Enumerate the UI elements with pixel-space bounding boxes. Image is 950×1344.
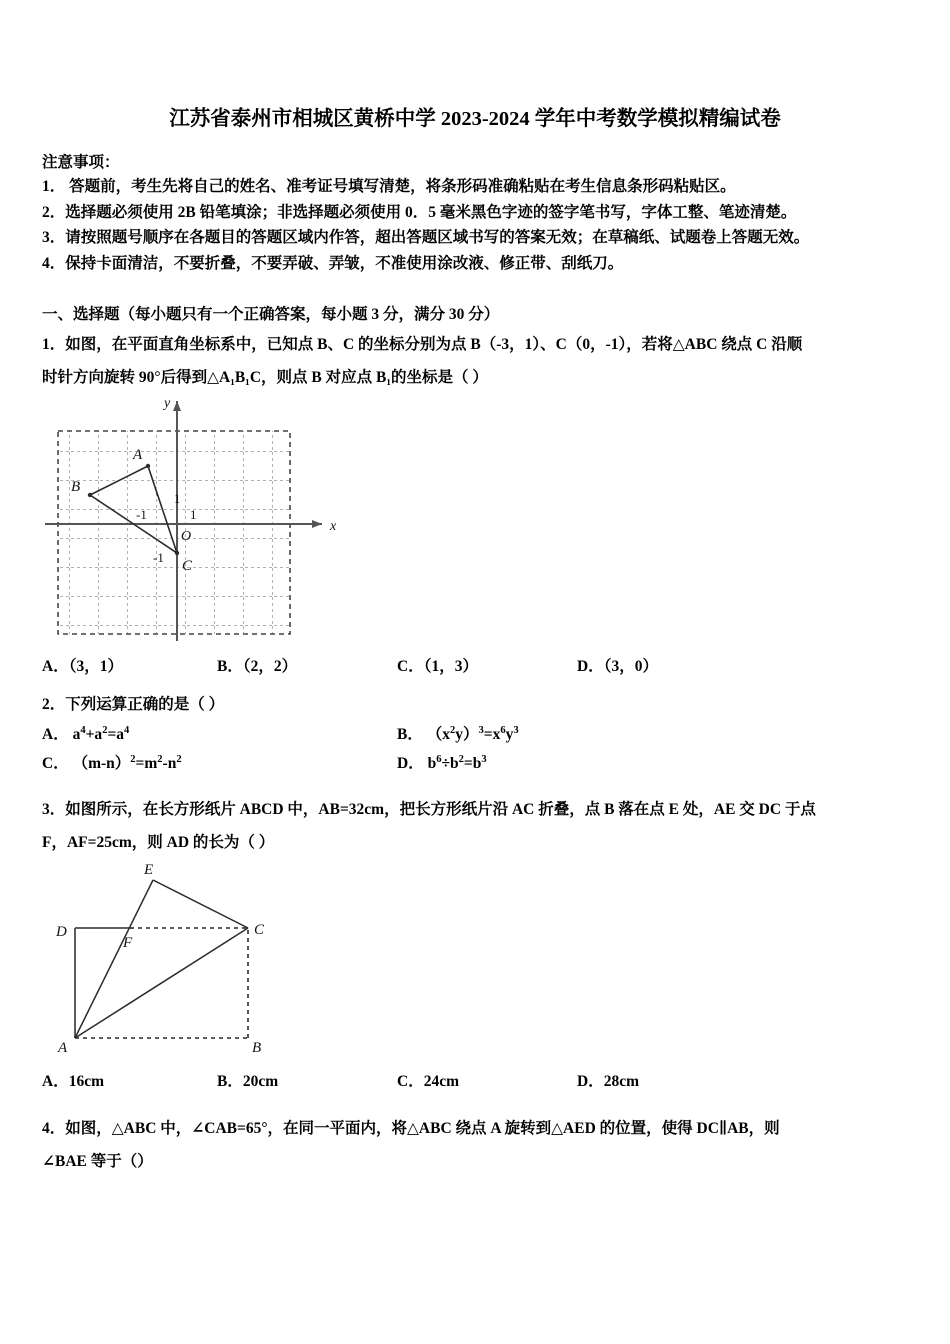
edge-ec (153, 880, 248, 928)
question-2-options-row-1 (42, 722, 922, 751)
option-c[interactable]: C．（1，3） (397, 658, 478, 675)
question-1 (42, 328, 922, 394)
figure-coordinate-plane-triangle-abc (40, 393, 390, 645)
option-d[interactable]: D．（3，0） (577, 658, 658, 675)
notice-item: 3．请按照题号顺序在各题目的答题区域内作答，超出答题区域书写的答案无效；在草稿纸、试题卷上答题无效。 (42, 229, 810, 246)
x-axis-arrow (312, 520, 322, 528)
option-c[interactable]: C．24cm (397, 1073, 459, 1090)
edge-ac (75, 928, 248, 1038)
question-3-options (42, 1069, 922, 1091)
point-b-marker (88, 493, 92, 497)
notice-heading: 注意事项： (42, 154, 120, 171)
label-point-a: A (58, 1040, 68, 1056)
page-title: 江苏省泰州市相城区黄桥中学 2023-2024 学年中考数学模拟精编试卷 (169, 108, 781, 130)
question-4 (42, 1112, 922, 1178)
label-origin: O (181, 529, 192, 544)
option-b[interactable]: B． $(x^2y)^3=x^6y^3$ (397, 724, 519, 743)
figure-folded-rectangle-abcd (40, 858, 340, 1058)
section-heading-choice: 一、选择题（每小题只有一个正确答案，每小题 3 分，满分 30 分） (42, 306, 500, 323)
notice-item: 4．保持卡面清洁，不要折叠，不要弄破、弄皱，不准使用涂改液、修正带、刮纸刀。 (42, 254, 624, 272)
question-4-stem-line-2: ∠BAE 等于（） (42, 1153, 153, 1170)
question-1-stem-line-1: 1．如图，在平面直角坐标系中，已知点 B、C 的坐标分别为点 B（‐3，1）、C（0，‐1），若将△ABC 绕点 C 沿顺 (42, 336, 803, 353)
question-2 (42, 688, 922, 721)
label-point-b: B (252, 1040, 262, 1056)
notice-item: 2．选择题必须使用 2B 铅笔填涂；非选择题必须使用 0．5 毫米黑色字迹的签字笔书写，字体工整、笔迹清楚。 (42, 203, 797, 221)
option-b[interactable]: B．（2，2） (217, 658, 298, 675)
question-2-options-row-2 (42, 751, 922, 780)
tick-label-y-neg1: -1 (153, 550, 164, 565)
tick-label-x-neg1: -1 (136, 507, 147, 522)
question-1-options (42, 654, 922, 676)
grid-pattern (58, 431, 290, 634)
edge-ae (75, 880, 153, 1038)
label-x-axis: x (330, 519, 337, 534)
point-c-marker (175, 551, 179, 555)
label-y-axis: y (164, 396, 171, 411)
question-3-stem-line-2: F，AF=25cm，则 AD 的长为（ ） (42, 834, 275, 851)
option-b[interactable]: B．20cm (217, 1073, 279, 1090)
option-c[interactable]: C． $(m‐n)^2=m^2‐n^2$ (42, 753, 182, 772)
question-3-stem-line-1: 3．如图所示，在长方形纸片 ABCD 中，AB=32cm，把长方形纸片沿 AC 折叠，点 B 落在点 E 处，AE 交 DC 于点 (42, 801, 816, 818)
label-point-a: A (133, 447, 143, 463)
tick-label-y-pos1: 1 (174, 491, 181, 506)
y-axis-arrow (173, 401, 181, 411)
tick-label-x-pos1: 1 (190, 507, 197, 522)
folded-rectangle-svg (40, 858, 340, 1058)
option-a[interactable]: A．16cm (42, 1073, 104, 1090)
option-a[interactable]: A．（3，1） (42, 658, 123, 675)
label-point-d: D (56, 924, 67, 940)
label-point-e: E (144, 862, 154, 878)
option-a[interactable]: A． $a^4+a^2=a^4$ (42, 724, 130, 743)
notice-item: 1． 答题前，考生先将自己的姓名、准考证号填写清楚，将条形码准确粘贴在考生信息条形码粘贴区。 (42, 178, 736, 195)
question-3 (42, 793, 922, 859)
label-point-b: B (71, 479, 81, 495)
option-d[interactable]: D．28cm (577, 1073, 639, 1090)
label-point-f: F (123, 935, 133, 951)
question-1-stem-line-2: 时针方向旋转 90°后得到△A₁B₁C，则点 B 对应点 B₁的坐标是（ ） (42, 369, 488, 386)
question-2-options (42, 722, 922, 780)
label-point-c: C (182, 558, 193, 574)
notice-list (42, 174, 922, 276)
question-4-stem-line-1: 4．如图，△ABC 中，∠CAB=65°，在同一平面内，将△ABC 绕点 A 旋转到△AED 的位置，使得 DC∥AB，则 (42, 1120, 780, 1137)
coordinate-plane-svg (40, 393, 390, 645)
label-point-c: C (254, 922, 265, 938)
question-2-stem: 2．下列运算正确的是（ ） (42, 696, 225, 713)
point-a-marker (146, 464, 150, 468)
option-d[interactable]: D． $b^6\div b^2=b^3$ (397, 753, 487, 772)
